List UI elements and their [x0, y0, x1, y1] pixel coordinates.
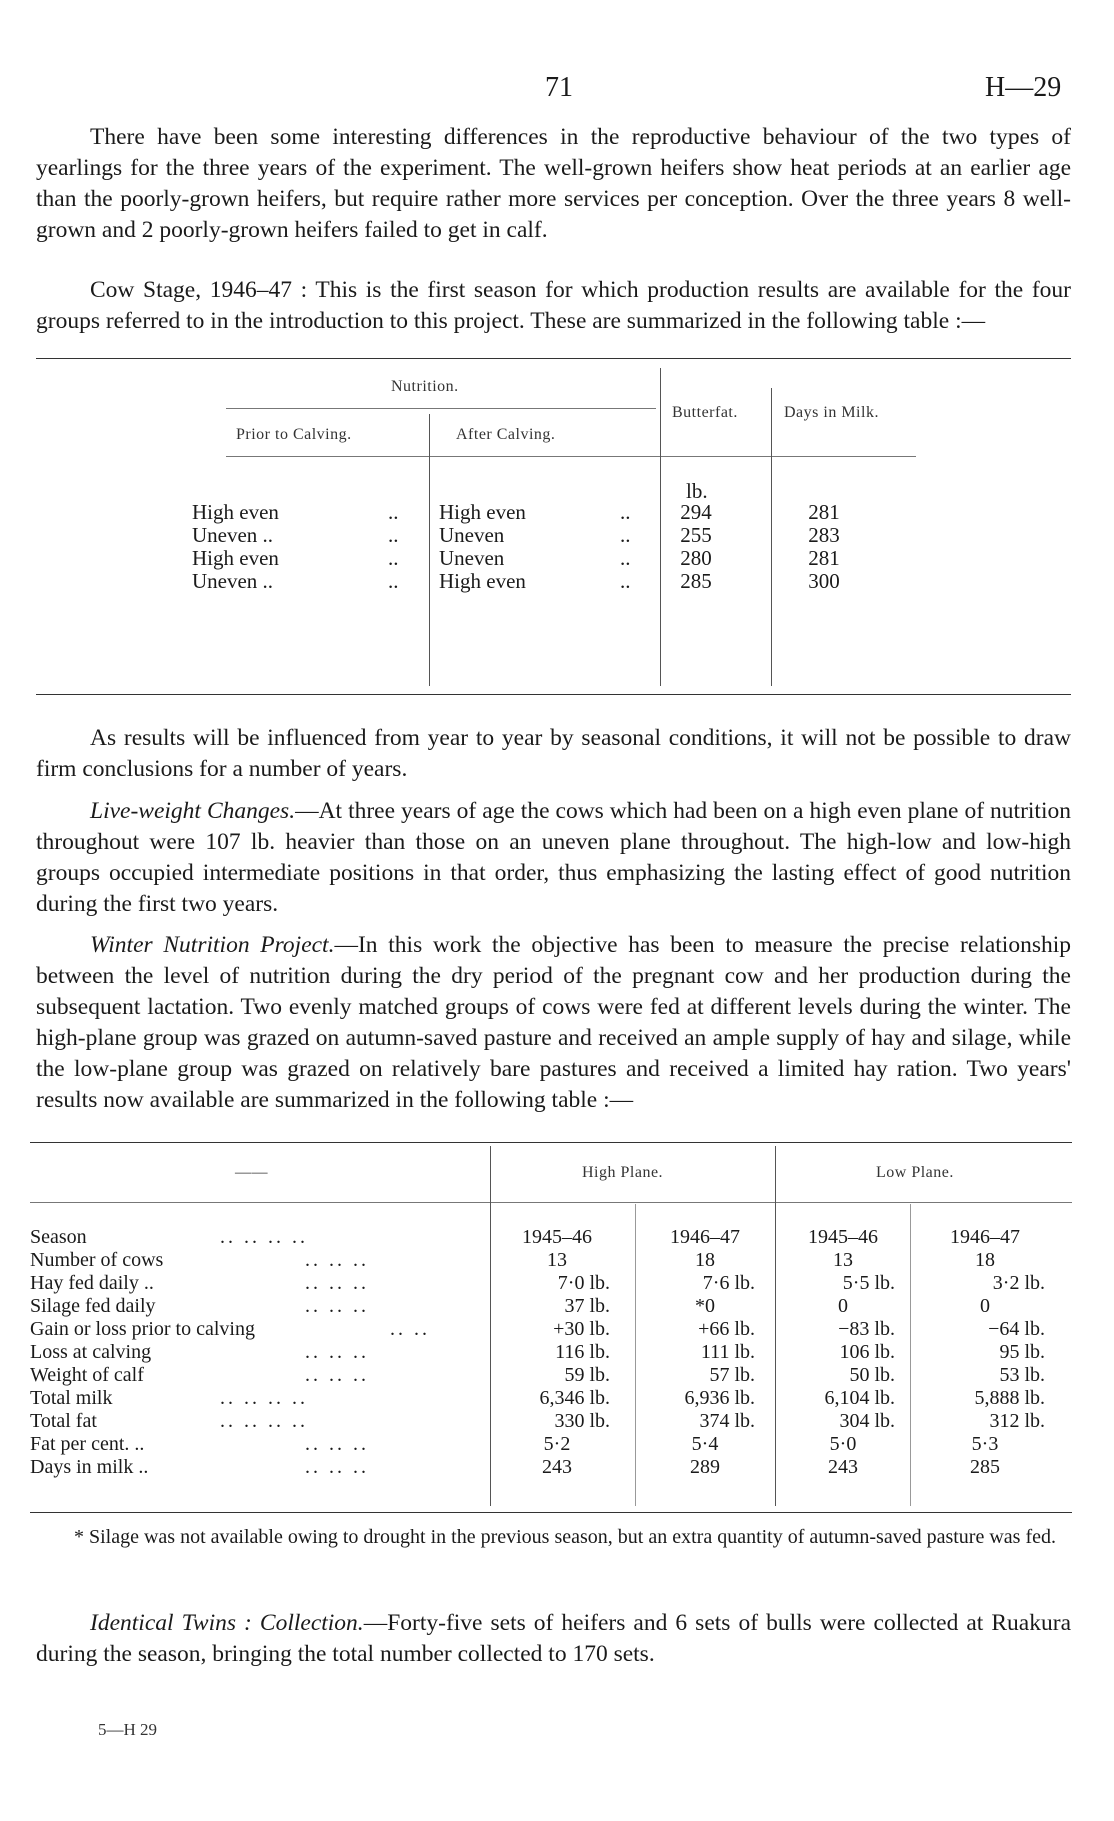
- folio-signature: 5—H 29: [98, 1720, 158, 1739]
- paragraph-live-weight-changes: [36, 796, 1071, 920]
- paragraph-seasonal-conditions: As results will be influenced from year to year by seasonal conditions, it will not be possible to draw firm conclusions for a number of years.: [36, 725, 1071, 782]
- winter-nutrition-heading: Winter Nutrition Project.: [90, 932, 335, 958]
- winter-nutrition-table: [30, 1142, 1072, 1518]
- page-number: 71: [545, 72, 573, 103]
- table2-rows: Season .. .. .. .. 1945–46 1946–47 1945–46 1946–47 Number of cows .. .. .. 13 18 13 18 Hay fed daily .. .. .. .. 7·0 lb. 7·6 lb. 5·5 lb. 3·2 lb. Silage fed daily .. .. .. 37 lb. *0 0 0 Gain or loss prior to calving .. .. +30 lb. +66 lb. −83 lb. −64 lb. Loss at calving .. .. .. 116 lb. 111 lb. 106 lb. 95 lb. Weight of calf .. .. .. 59 lb. 57 lb. 50 lb. 53 lb. Total milk .. .. .. .. 6,346 lb. 6,936 lb. 6,104 lb. 5,888 lb. Total fat .. .. .. .. 330 lb. 374 lb. 304 lb. 312 lb. Fat per cent. .. .. .. .. 5·2 5·4 5·0 5·3 Days in milk .. .. .. .. 243 289 243 285: [30, 1226, 1045, 1478]
- table-footnote: * Silage was not available owing to drought in the previous season, but an extra quantity of autumn-saved pasture was fed.: [74, 1526, 1056, 1548]
- nutrition-results-table: [36, 358, 1071, 703]
- butterfat-unit: lb.: [686, 479, 708, 503]
- days-in-milk-header: Days in Milk.: [784, 404, 879, 421]
- prior-to-calving-header: Prior to Calving.: [236, 426, 352, 443]
- document-reference: H—29: [985, 72, 1062, 103]
- paragraph-reproductive-behaviour: There have been some interesting differences in the reproductive behaviour of the two types of yearlings for the three years of the experiment. The well-grown heifers show heat periods at an earlier age than the poorly-grown heifers, but require rather more services per conception. Over the three years 8 well-grown and 2 poorly-grown heifers failed to get in calf.: [36, 124, 1071, 243]
- paragraph-identical-twins: [36, 1608, 1071, 1670]
- identical-twins-body: —Forty-five sets of heifers and 6 sets of bulls were collected at Ruakura during the season, bringing the total number collected to 170 sets.: [36, 1610, 1071, 1667]
- live-weight-body: —At three years of age the cows which had been on a high even plane of nutrition throughout were 107 lb. heavier than those on an uneven plane throughout. The high-low and low-high groups occupied intermediate positions in that order, thus emphasizing the lasting effect of good nutrition during the first two years.: [36, 798, 1071, 917]
- identical-twins-heading: Identical Twins : Collection.: [90, 1610, 364, 1636]
- winter-nutrition-body: —In this work the objective has been to measure the precise relationship between the level of nutrition during the dry period of the pregnant cow and her production during the subsequent lactation. Two evenly matched groups of cows were fed at different levels during the winter. The high-plane group was grazed on autumn-saved pasture and received an ample supply of hay and silage, while the low-plane group was grazed on relatively bare pastures and received a limited hay ration. Two years' results now available are summarized in the following table :—: [36, 932, 1071, 1113]
- blank-column-header: ——: [235, 1164, 268, 1181]
- table1-rows: High even .. High even .. 294 281 Uneven .. .. Uneven .. 255 283 High even .. Uneven .. 280 281 Uneven .. .. High even .. 285 300: [192, 500, 840, 593]
- low-plane-header: Low Plane.: [876, 1164, 954, 1181]
- after-calving-header: After Calving.: [456, 426, 556, 443]
- high-plane-header: High Plane.: [582, 1164, 664, 1181]
- nutrition-group-header: Nutrition.: [391, 378, 459, 395]
- paragraph-winter-nutrition: [36, 930, 1071, 1116]
- live-weight-heading: Live-weight Changes.: [90, 798, 296, 824]
- butterfat-header: Butterfat.: [672, 404, 738, 421]
- paragraph-cow-stage: Cow Stage, 1946–47 : This is the first season for which production results are available for the four groups referred to in the introduction to this project. These are summarized in the following table :—: [36, 277, 1071, 334]
